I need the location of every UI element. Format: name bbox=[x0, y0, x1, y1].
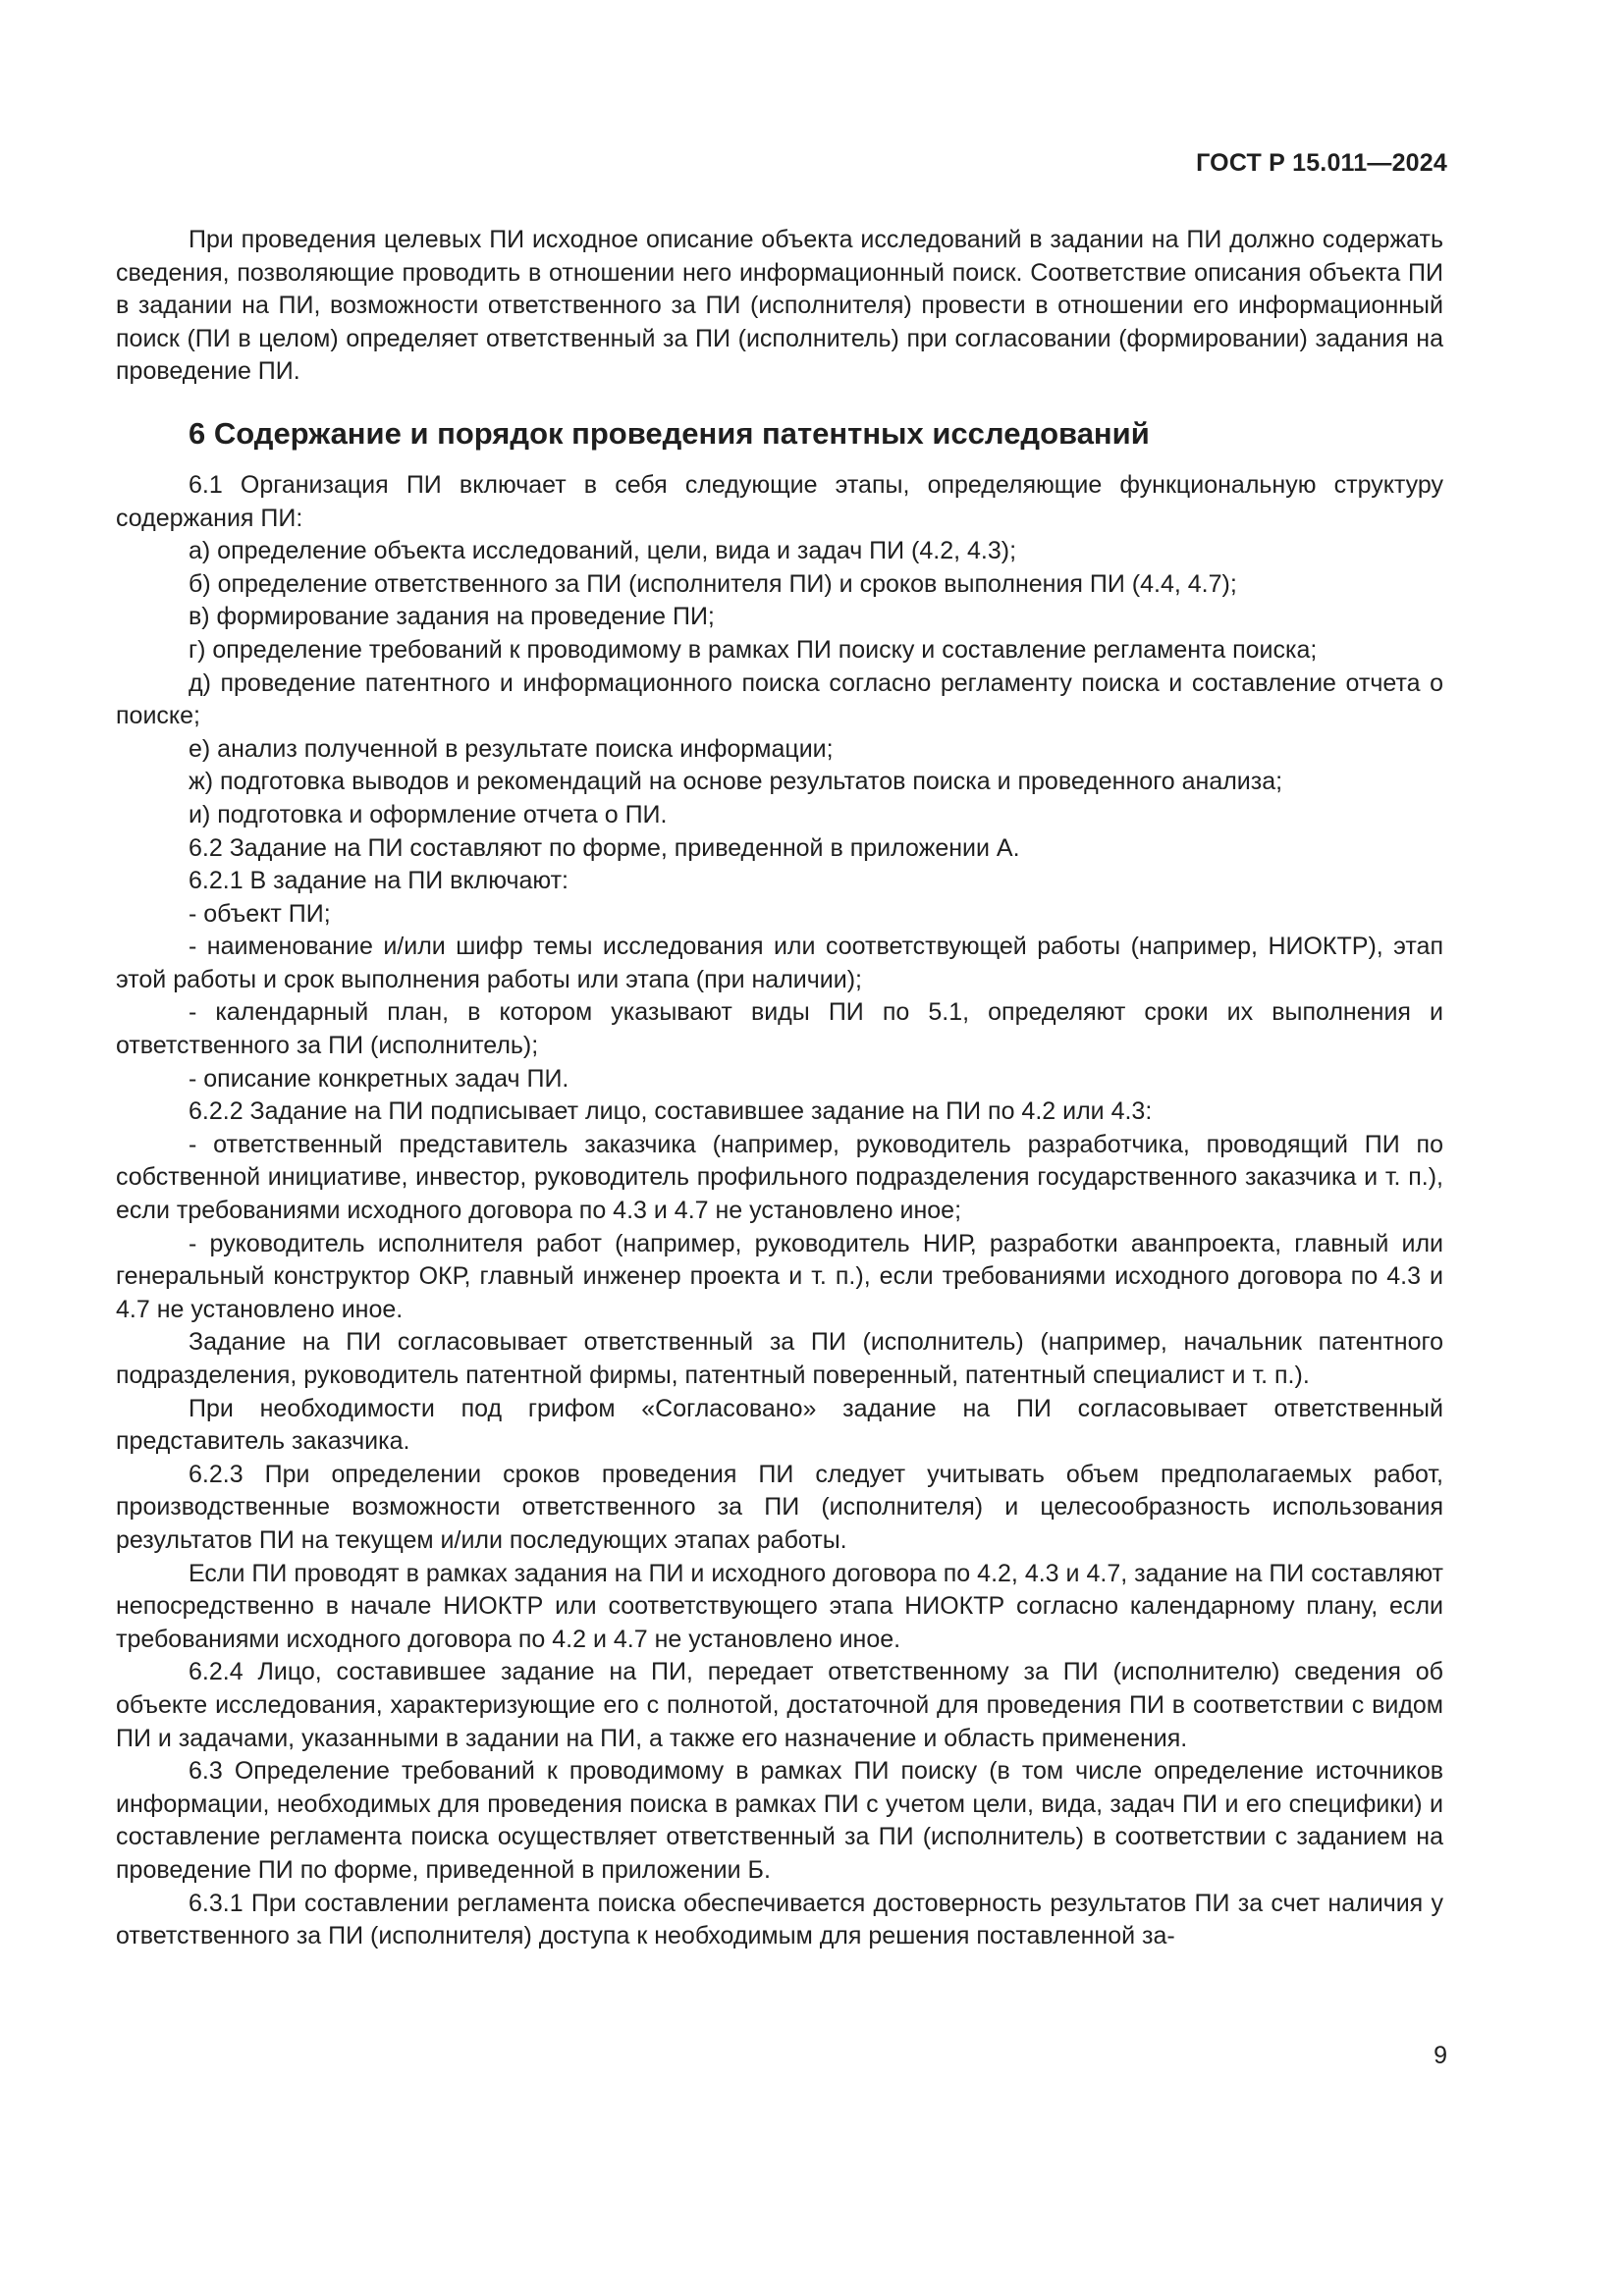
paragraph-schedule: Если ПИ проводят в рамках задания на ПИ и исходного договора по 4.2, 4.3 и 4.7, задание на ПИ составляют непосредственно в начале НИОКТР или соответствующего этапа НИОКТР согласно календарному плану, если требованиями исходного договора по 4.2 и 4.7 не установлено иное. bbox=[116, 1559, 1443, 1653]
list-item-a: а) определение объекта исследований, цели, вида и задач ПИ (4.2, 4.3); bbox=[189, 537, 1017, 565]
intro-paragraph: При проведения целевых ПИ исходное описание объекта исследований в задании на ПИ должно содержать сведения, позволяющие проводить в отношении него информационный поиск. Соответствие описания объекта ПИ в задании на ПИ, возможности ответственного за ПИ (исполнителя) провести в отношении его информационный поиск (ПИ в целом) определяет ответственный за ПИ (исполнитель) при согласовании (формировании) задания на проведение ПИ. bbox=[116, 226, 1443, 386]
dash-item-object: - объект ПИ; bbox=[189, 899, 331, 928]
paragraph-6-2: 6.2 Задание на ПИ составляют по форме, приведенной в приложении А. bbox=[189, 833, 1020, 862]
paragraph-6-1: 6.1 Организация ПИ включает в себя следующие этапы, определяющие функциональную структуру содержания ПИ: bbox=[116, 470, 1443, 532]
paragraph-6-3: 6.3 Определение требований к проводимому в рамках ПИ поиску (в том числе определение источников информации, необходимых для проведения поиска в рамках ПИ с учетом цели, вида, задач ПИ и его специфики) и составление регламента поиска осуществляет ответственный за ПИ (исполнитель) в соответствии с заданием на проведение ПИ по форме, приведенной в приложении Б. bbox=[116, 1757, 1443, 1884]
dash-item-customer-rep: - ответственный представитель заказчика (например, руководитель разработчика, проводящий ПИ по собственной инициативе, инвестор, руководитель профильного подразделения государственного заказчика и т. п.), если требованиями исходного договора по 4.3 и 4.7 не установлено иное; bbox=[116, 1130, 1443, 1225]
document-body bbox=[116, 224, 1443, 1953]
list-item-e: е) анализ полученной в результате поиска информации; bbox=[189, 734, 834, 763]
paragraph-approval: Задание на ПИ согласовывает ответственный за ПИ (исполнитель) (например, начальник патентного подразделения, руководитель патентной фирмы, патентный поверенный, патентный специалист и т. п.). bbox=[116, 1328, 1443, 1389]
paragraph-agreed-stamp: При необходимости под грифом «Согласовано» задание на ПИ согласовывает ответственный представитель заказчика. bbox=[116, 1394, 1443, 1456]
list-item-d: д) проведение патентного и информационного поиска согласно регламенту поиска и составление отчета о поиске; bbox=[116, 668, 1443, 730]
list-item-b: б) определение ответственного за ПИ (исполнителя ПИ) и сроков выполнения ПИ (4.4, 4.7); bbox=[189, 569, 1237, 598]
dash-item-contractor-head: - руководитель исполнителя работ (например, руководитель НИР, разработки аванпроекта, главный или генеральный конструктор ОКР, главный инженер проекта и т. п.), если требованиями исходного договора по 4.3 и 4.7 не установлено иное. bbox=[116, 1229, 1443, 1323]
section-title: 6 Содержание и порядок проведения патентных исследований bbox=[189, 415, 1150, 451]
list-item-i: и) подготовка и оформление отчета о ПИ. bbox=[189, 800, 668, 828]
paragraph-6-2-3: 6.2.3 При определении сроков проведения ПИ следует учитывать объем предполагаемых работ, производственные возможности ответственного за ПИ (исполнителя) и целесообразность использования результатов ПИ на текущем и/или последующих этапах работы. bbox=[116, 1460, 1443, 1554]
list-item-v: в) формирование задания на проведение ПИ; bbox=[189, 603, 715, 631]
paragraph-6-3-1: 6.3.1 При составлении регламента поиска обеспечивается достоверность результатов ПИ за счет наличия у ответственного за ПИ (исполнителя) доступа к необходимым для решения поставленной за- bbox=[116, 1889, 1443, 1950]
dash-item-tasks: - описание конкретных задач ПИ. bbox=[189, 1064, 569, 1093]
document-code-header: ГОСТ Р 15.011—2024 bbox=[1196, 149, 1447, 177]
page-number: 9 bbox=[1434, 2042, 1447, 2069]
paragraph-6-2-2: 6.2.2 Задание на ПИ подписывает лицо, составившее задание на ПИ по 4.2 или 4.3: bbox=[189, 1097, 1153, 1126]
dash-item-calendar-plan: - календарный план, в котором указывают виды ПИ по 5.1, определяют сроки их выполнения и ответственного за ПИ (исполнитель); bbox=[116, 998, 1443, 1060]
list-item-zh: ж) подготовка выводов и рекомендаций на основе результатов поиска и проведенного анализа; bbox=[189, 768, 1283, 796]
dash-item-topic-name: - наименование и/или шифр темы исследования или соответствующей работы (например, НИОКТР), этап этой работы и срок выполнения работы или этапа (при наличии); bbox=[116, 933, 1443, 993]
paragraph-6-2-1: 6.2.1 В задание на ПИ включают: bbox=[189, 867, 568, 895]
list-item-g: г) определение требований к проводимому в рамках ПИ поиску и составление регламента поиска; bbox=[189, 635, 1318, 664]
paragraph-6-2-4: 6.2.4 Лицо, составившее задание на ПИ, передает ответственному за ПИ (исполнителю) сведения об объекте исследования, характеризующие его с полнотой, достаточной для проведения ПИ в соответствии с видом ПИ и задачами, указанными в задании на ПИ, а также его назначение и область применения. bbox=[116, 1658, 1443, 1752]
